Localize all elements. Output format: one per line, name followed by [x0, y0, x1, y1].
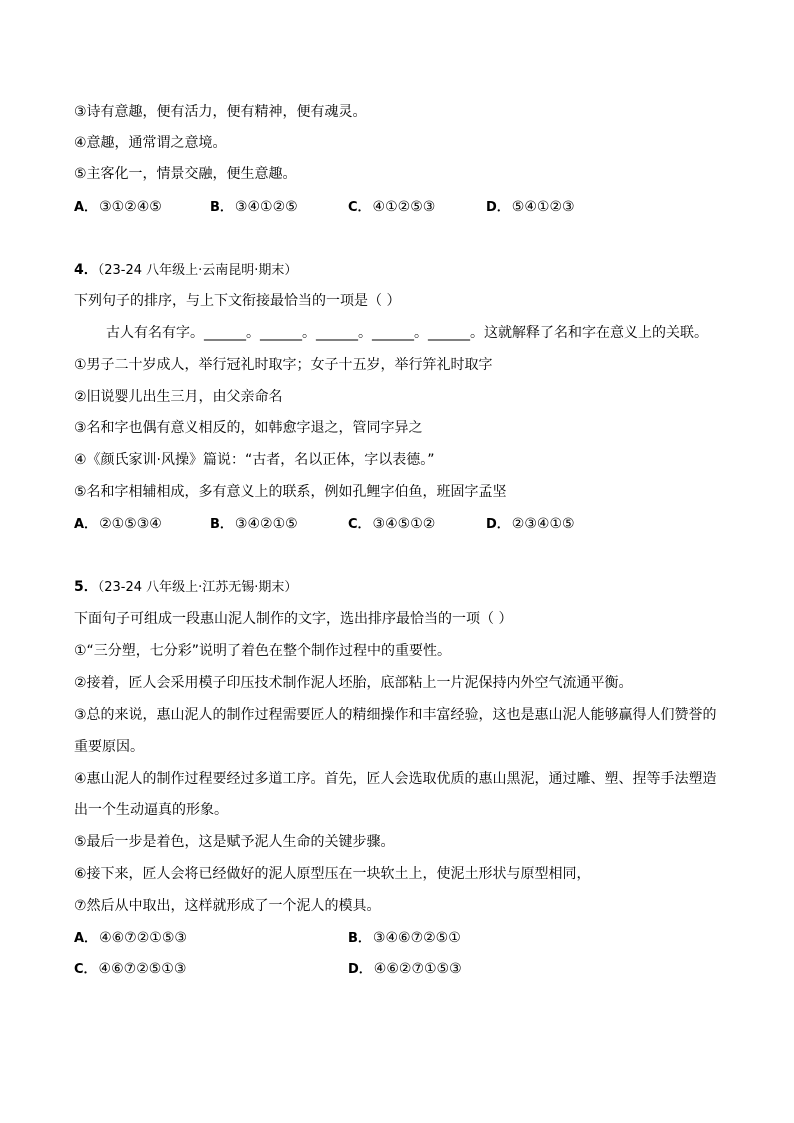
option-text: ③④⑥⑦②⑤①: [372, 930, 461, 946]
option-letter: B．: [210, 200, 233, 215]
q3-option-d[interactable]: [486, 197, 575, 218]
q5-item-5: ⑤最后一步是着色，这是赋予泥人生命的关键步骤。: [74, 834, 395, 850]
option-letter: B．: [348, 931, 371, 946]
q4-source: （23-24 八年级上·云南昆明·期末）: [97, 263, 298, 278]
q5-option-a[interactable]: [74, 928, 187, 949]
option-text: ④⑥②⑦①⑤③: [373, 961, 462, 977]
q5-source: （23-24 八年级上·江苏无锡·期末）: [97, 580, 298, 595]
q5-item-7: ⑦然后从中取出，这样就形成了一个泥人的模具。: [74, 898, 381, 914]
q5-option-b[interactable]: [348, 928, 461, 949]
option-letter: D．: [486, 200, 510, 215]
q5-option-c[interactable]: [74, 959, 186, 980]
q4-item-5: ⑤名和字相辅相成，多有意义上的联系，例如孔鲤字伯鱼，班固字孟坚: [74, 484, 507, 500]
q5-item-2: ②接着，匠人会采用模子印压技术制作泥人坯胎，底部粘上一片泥保持内外空气流通平衡。: [74, 675, 633, 691]
option-letter: C．: [348, 200, 371, 215]
option-letter: A．: [74, 200, 98, 215]
option-text: ③④①②⑤: [234, 199, 298, 215]
q4-header: [74, 260, 297, 281]
option-letter: D．: [348, 962, 372, 977]
q4-item-4: ④《颜氏家训·风操》篇说：“古者，名以正体，字以表德。”: [74, 452, 435, 468]
option-letter: B．: [210, 517, 233, 532]
q5-option-d[interactable]: [348, 959, 462, 980]
option-letter: C．: [74, 962, 97, 977]
option-text: ④⑥⑦②①⑤③: [99, 930, 187, 946]
q4-item-1: ①男子二十岁成人，举行冠礼时取字；女子十五岁，举行笄礼时取字: [74, 357, 493, 373]
option-text: ⑤④①②③: [511, 199, 575, 215]
q5-item-4: ④惠山泥人的制作过程要经过多道工序。首先，匠人会选取优质的惠山黑泥，通过雕、塑、捏等手法塑造: [74, 771, 717, 787]
option-letter: A．: [74, 517, 98, 532]
option-text: ②③④①⑤: [511, 516, 575, 532]
q5-number: 5．: [74, 579, 98, 595]
option-letter: D．: [486, 517, 510, 532]
option-text: ④①②⑤③: [372, 199, 436, 215]
q4-option-b[interactable]: [210, 514, 298, 535]
option-letter: A．: [74, 931, 98, 946]
q3-item-4: ④意趣，通常谓之意境。: [74, 135, 227, 151]
option-text: ③④⑤①②: [372, 516, 436, 532]
q3-option-a[interactable]: [74, 197, 162, 218]
q5-item-4-cont: 出一个生动逼真的形象。: [74, 802, 228, 818]
option-letter: C．: [348, 517, 371, 532]
q4-item-2: ②旧说婴儿出生三月，由父亲命名: [74, 389, 283, 405]
q4-item-3: ③名和字也偶有意义相反的，如韩愈字退之，管同字异之: [74, 420, 423, 436]
q5-stem: 下面句子可组成一段惠山泥人制作的文字，选出排序最恰当的一项（ ）: [74, 611, 513, 627]
q5-header: [74, 577, 297, 598]
q3-item-5: ⑤主客化一，情景交融，便生意趣。: [74, 166, 297, 182]
q4-option-a[interactable]: [74, 514, 162, 535]
q5-item-3-cont: 重要原因。: [74, 739, 144, 755]
option-text: ④⑥⑦②⑤①③: [98, 961, 187, 977]
q3-option-b[interactable]: [210, 197, 298, 218]
q3-option-c[interactable]: [348, 197, 435, 218]
q4-stem: 下列句子的排序，与上下文衔接最恰当的一项是（ ）: [74, 293, 401, 309]
q3-item-3: ③诗有意趣，便有活力，便有精神，便有魂灵。: [74, 104, 367, 120]
q5-item-6: ⑥接下来，匠人会将已经做好的泥人原型压在一块软土上，使泥土形状与原型相同，: [74, 866, 591, 882]
option-text: ②①⑤③④: [99, 516, 162, 532]
option-text: ③④②①⑤: [234, 516, 298, 532]
option-text: ③①②④⑤: [99, 199, 162, 215]
q4-passage: 古人有名有字。______。______。______。______。______。这就解释了名和字在意义上的关联。: [106, 325, 708, 341]
q4-number: 4．: [74, 262, 98, 278]
q5-item-1: ①“三分塑，七分彩”说明了着色在整个制作过程中的重要性。: [74, 643, 452, 659]
q4-option-d[interactable]: [486, 514, 575, 535]
q4-option-c[interactable]: [348, 514, 435, 535]
q5-item-3: ③总的来说，惠山泥人的制作过程需要匠人的精细操作和丰富经验，这也是惠山泥人能够赢得人们赞誉的: [74, 707, 717, 723]
